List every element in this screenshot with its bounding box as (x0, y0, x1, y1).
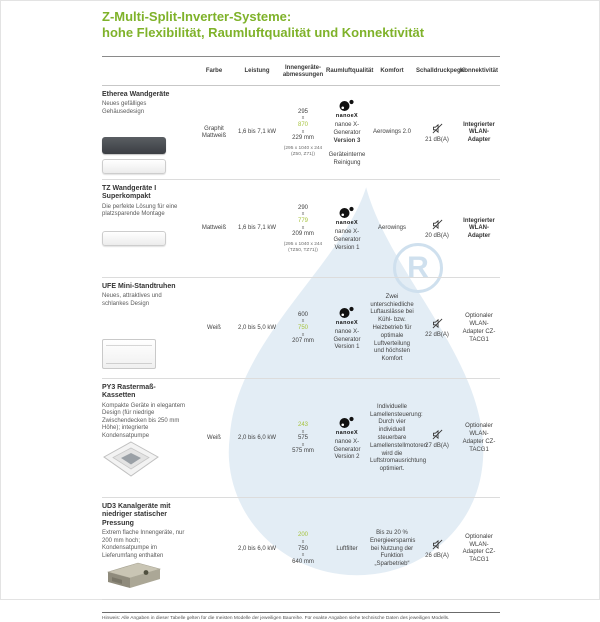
etherea-mattweiss-unit-image (102, 159, 166, 174)
komfort-value: Zwei unterschiedliche Luftauslässe bei Kühl- bzw. Heizbetrieb für optimale Luftverteilung und höchsten Komfort (370, 293, 414, 363)
konnektivitaet-value (458, 423, 500, 454)
abmessungen-value (280, 422, 326, 456)
product-cell (102, 91, 194, 176)
nanoe-version: Version 3 (333, 138, 361, 145)
nanoe-x-wordmark: nanoeX (335, 429, 359, 436)
dim-separator: x (301, 331, 305, 338)
table-row-ud3 (102, 498, 500, 600)
product-cell (102, 283, 194, 375)
title-line-2: hohe Flexibilität, Raumluftqualität und Konnektivität (102, 25, 425, 41)
nanoe-x-logo-icon (337, 306, 357, 319)
dim-width: 779 (297, 217, 308, 224)
nanoe-generator-label: nanoe X-Generator (333, 438, 361, 453)
nanoe-x-logo-icon (337, 206, 357, 219)
abmessungen-value (280, 109, 326, 158)
dim-separator: x (301, 211, 305, 218)
wlan-adapter-label: Optionaler WLAN-Adapter CZ-TACG1 (462, 423, 496, 453)
column-header-konnektivitaet: Konnektivität (459, 68, 498, 75)
raumluftqualitaet-value (326, 206, 368, 253)
ufe-console-unit-image (102, 339, 156, 369)
table-row-ufe (102, 278, 500, 379)
dim-width: 750 (297, 324, 308, 331)
dim-depth: 209 mm (292, 231, 314, 238)
konnektivitaet-value (458, 218, 500, 241)
nanoe-x-logo-icon (337, 99, 357, 112)
column-header-abmessungen: Innengeräte-abmessungen (282, 64, 324, 78)
product-description: Kompakte Geräte in elegantem Design (für niedrige Zwischendecken bis 250 mm Höhe); integrierte Kondensatpumpe (102, 402, 186, 439)
dim-depth: 575 mm (292, 448, 314, 455)
raumluftqualitaet-value (326, 306, 368, 353)
dim-separator: x (301, 115, 305, 122)
schalldruckpegel-value (416, 218, 458, 241)
column-header-schalldruckpegel: Schalldruckpegel (416, 68, 466, 75)
page-title (102, 9, 500, 42)
dim-width: 870 (297, 121, 308, 128)
abmessungen-value (280, 312, 326, 346)
product-description: Neues, attraktives und schlankes Design (102, 293, 162, 307)
product-name: UD3 Kanalgeräte mit niedriger statischer Pressung (102, 502, 171, 527)
dim-separator: x (301, 318, 305, 325)
dim-footnote: (TZ50, TZ71)) (288, 248, 318, 254)
dim-height: 243 (297, 421, 308, 428)
schalldruckpegel-value (416, 538, 458, 561)
table-row-etherea (102, 86, 500, 180)
wlan-adapter-label: Integrierter WLAN-Adapter (463, 217, 495, 240)
product-images (102, 440, 188, 482)
nanoe-x-wordmark: nanoeX (335, 319, 359, 326)
dim-separator: x (301, 441, 305, 448)
nanoe-x-logo-icon (337, 416, 357, 429)
tz-mattweiss-unit-image (102, 231, 166, 246)
etherea-graphit-unit-image (102, 137, 166, 154)
wlan-adapter-label: Optionaler WLAN-Adapter CZ-TACG1 (462, 533, 496, 564)
column-header-farbe: Farbe (205, 68, 223, 75)
leistung-value: 2,0 bis 6,0 kW (237, 545, 276, 552)
wlan-adapter-label: Integrierter WLAN-Adapter (463, 121, 495, 144)
raumluftqualitaet-value (326, 546, 368, 554)
footer-note: Hinweis: Alle Angaben in dieser Tabelle gelten für die meisten Modelle der jeweiligen Baureihe. Für exakte Angaben siehe technische Daten des jeweiligen Modells. (102, 615, 450, 621)
product-name: UFE Mini-Standtruhen (102, 282, 176, 290)
sound-level: 26 dB(A) (425, 553, 449, 560)
product-cell (102, 384, 194, 494)
speaker-mute-icon (431, 218, 444, 231)
product-images (102, 560, 188, 594)
table-header (102, 57, 500, 86)
ud3-duct-unit-image (102, 560, 164, 590)
konnektivitaet-value (458, 534, 500, 565)
konnektivitaet-value (458, 313, 500, 344)
wlan-adapter-label: Optionaler WLAN-Adapter CZ-TACG1 (462, 313, 496, 343)
product-images (102, 231, 188, 246)
dim-width: 575 (297, 435, 308, 442)
farbe-value: Weiß (207, 324, 221, 331)
schalldruckpegel-value (416, 428, 458, 451)
abmessungen-value (280, 205, 326, 254)
page-content (102, 9, 500, 622)
column-header-leistung: Leistung (244, 68, 270, 75)
komfort-value: Aerowings 2.0 (372, 129, 412, 136)
raumluftqualitaet-value (326, 416, 368, 463)
schalldruckpegel-value (416, 122, 458, 145)
sound-level: 21 dB(A) (425, 136, 449, 143)
sound-level: 27 dB(A) (425, 442, 449, 449)
product-images (102, 137, 188, 174)
nanoe-generator-label: nanoe X-Generator (333, 229, 361, 244)
schalldruckpegel-value (416, 317, 458, 340)
dim-depth: 207 mm (292, 338, 314, 345)
komfort-value: Bis zu 20 % Energieersparnis bei Nutzung der Funktion „Sparbetrieb“ (370, 529, 416, 568)
dim-depth: 229 mm (292, 135, 314, 142)
sound-level: 22 dB(A) (425, 332, 449, 339)
leistung-value: 1,6 bis 7,1 kW (237, 129, 276, 136)
nanoe-version: Version 1 (334, 344, 360, 351)
dim-separator: x (301, 224, 305, 231)
speaker-mute-icon (431, 538, 444, 551)
dim-separator: x (301, 552, 305, 559)
dim-height: 600 (297, 311, 308, 318)
footer-divider (102, 612, 500, 613)
nanoe-generator-label: nanoe X-Generator (333, 122, 361, 137)
nanoe-x-wordmark: nanoeX (335, 113, 359, 120)
sound-level: 20 dB(A) (425, 232, 449, 239)
air-extra-feature: Geräteinterne Reinigung (328, 151, 366, 166)
registered-trademark-icon: R (393, 243, 443, 293)
leistung-value: 1,6 bis 7,1 kW (237, 225, 276, 232)
komfort-value: Individuelle Lamellensteuerung: Durch vier individuell steuerbare Lamellenstellmotoren wird die Luftstromausrichtung optimiert. (370, 403, 428, 473)
dim-footnote: (Z50, Z71)) (291, 152, 315, 158)
abmessungen-value (280, 532, 326, 566)
nanoe-x-wordmark: nanoeX (335, 220, 359, 227)
raumluftqualitaet-value (326, 99, 368, 167)
dim-depth: 640 mm (292, 558, 314, 565)
speaker-mute-icon (431, 122, 444, 135)
farbe-value: Graphit Mattweiß (201, 125, 227, 140)
product-name: PY3 Rastermaß-Kassetten (102, 383, 156, 400)
speaker-mute-icon (431, 317, 444, 330)
farbe-value: Mattweiß (201, 225, 227, 232)
leistung-value: 2,0 bis 6,0 kW (237, 435, 276, 442)
speaker-mute-icon (431, 428, 444, 441)
dim-separator: x (301, 539, 305, 546)
table-row-py3 (102, 379, 500, 498)
product-description: Extrem flache Innengeräte, nur 200 mm hoch; Kondensatpumpe im Lieferumfang enthalten (102, 530, 185, 559)
komfort-value: Aerowings (377, 225, 406, 232)
product-cell (102, 503, 194, 596)
dim-footnote: (295 x 1040 x 244 (283, 146, 323, 152)
nanoe-version: Version 1 (334, 244, 360, 251)
dim-width: 750 (297, 545, 308, 552)
farbe-value: Weiß (207, 435, 221, 442)
product-name: TZ Wandgeräte I Superkompakt (102, 184, 157, 201)
konnektivitaet-value (458, 122, 500, 145)
table-row-tz (102, 180, 500, 278)
nanoe-version: Version 2 (334, 454, 360, 461)
dim-separator: x (301, 428, 305, 435)
product-description: Neues gefälliges Gehäusedesign (102, 101, 147, 115)
column-header-raumluftqualitaet: Raumluftqualität (326, 68, 374, 75)
dim-height: 290 (297, 204, 308, 211)
dim-separator: x (301, 128, 305, 135)
dim-footnote: (295 x 1040 x 244 (283, 242, 323, 248)
column-header-komfort: Komfort (380, 68, 404, 75)
leistung-value: 2,0 bis 5,0 kW (237, 324, 276, 331)
py3-cassette-unit-image (102, 440, 160, 478)
product-images (102, 339, 188, 369)
product-description: Die perfekte Lösung für eine platzsparende Montage (102, 203, 178, 218)
luftfilter-label: Luftfilter (336, 545, 358, 552)
product-cell (102, 185, 194, 274)
product-name: Etherea Wandgeräte (102, 90, 170, 98)
dim-height: 295 (297, 108, 308, 115)
nanoe-generator-label: nanoe X-Generator (333, 328, 361, 343)
title-line-1: Z-Multi-Split-Inverter-Systeme: (102, 9, 292, 24)
dim-height: 200 (297, 532, 308, 539)
